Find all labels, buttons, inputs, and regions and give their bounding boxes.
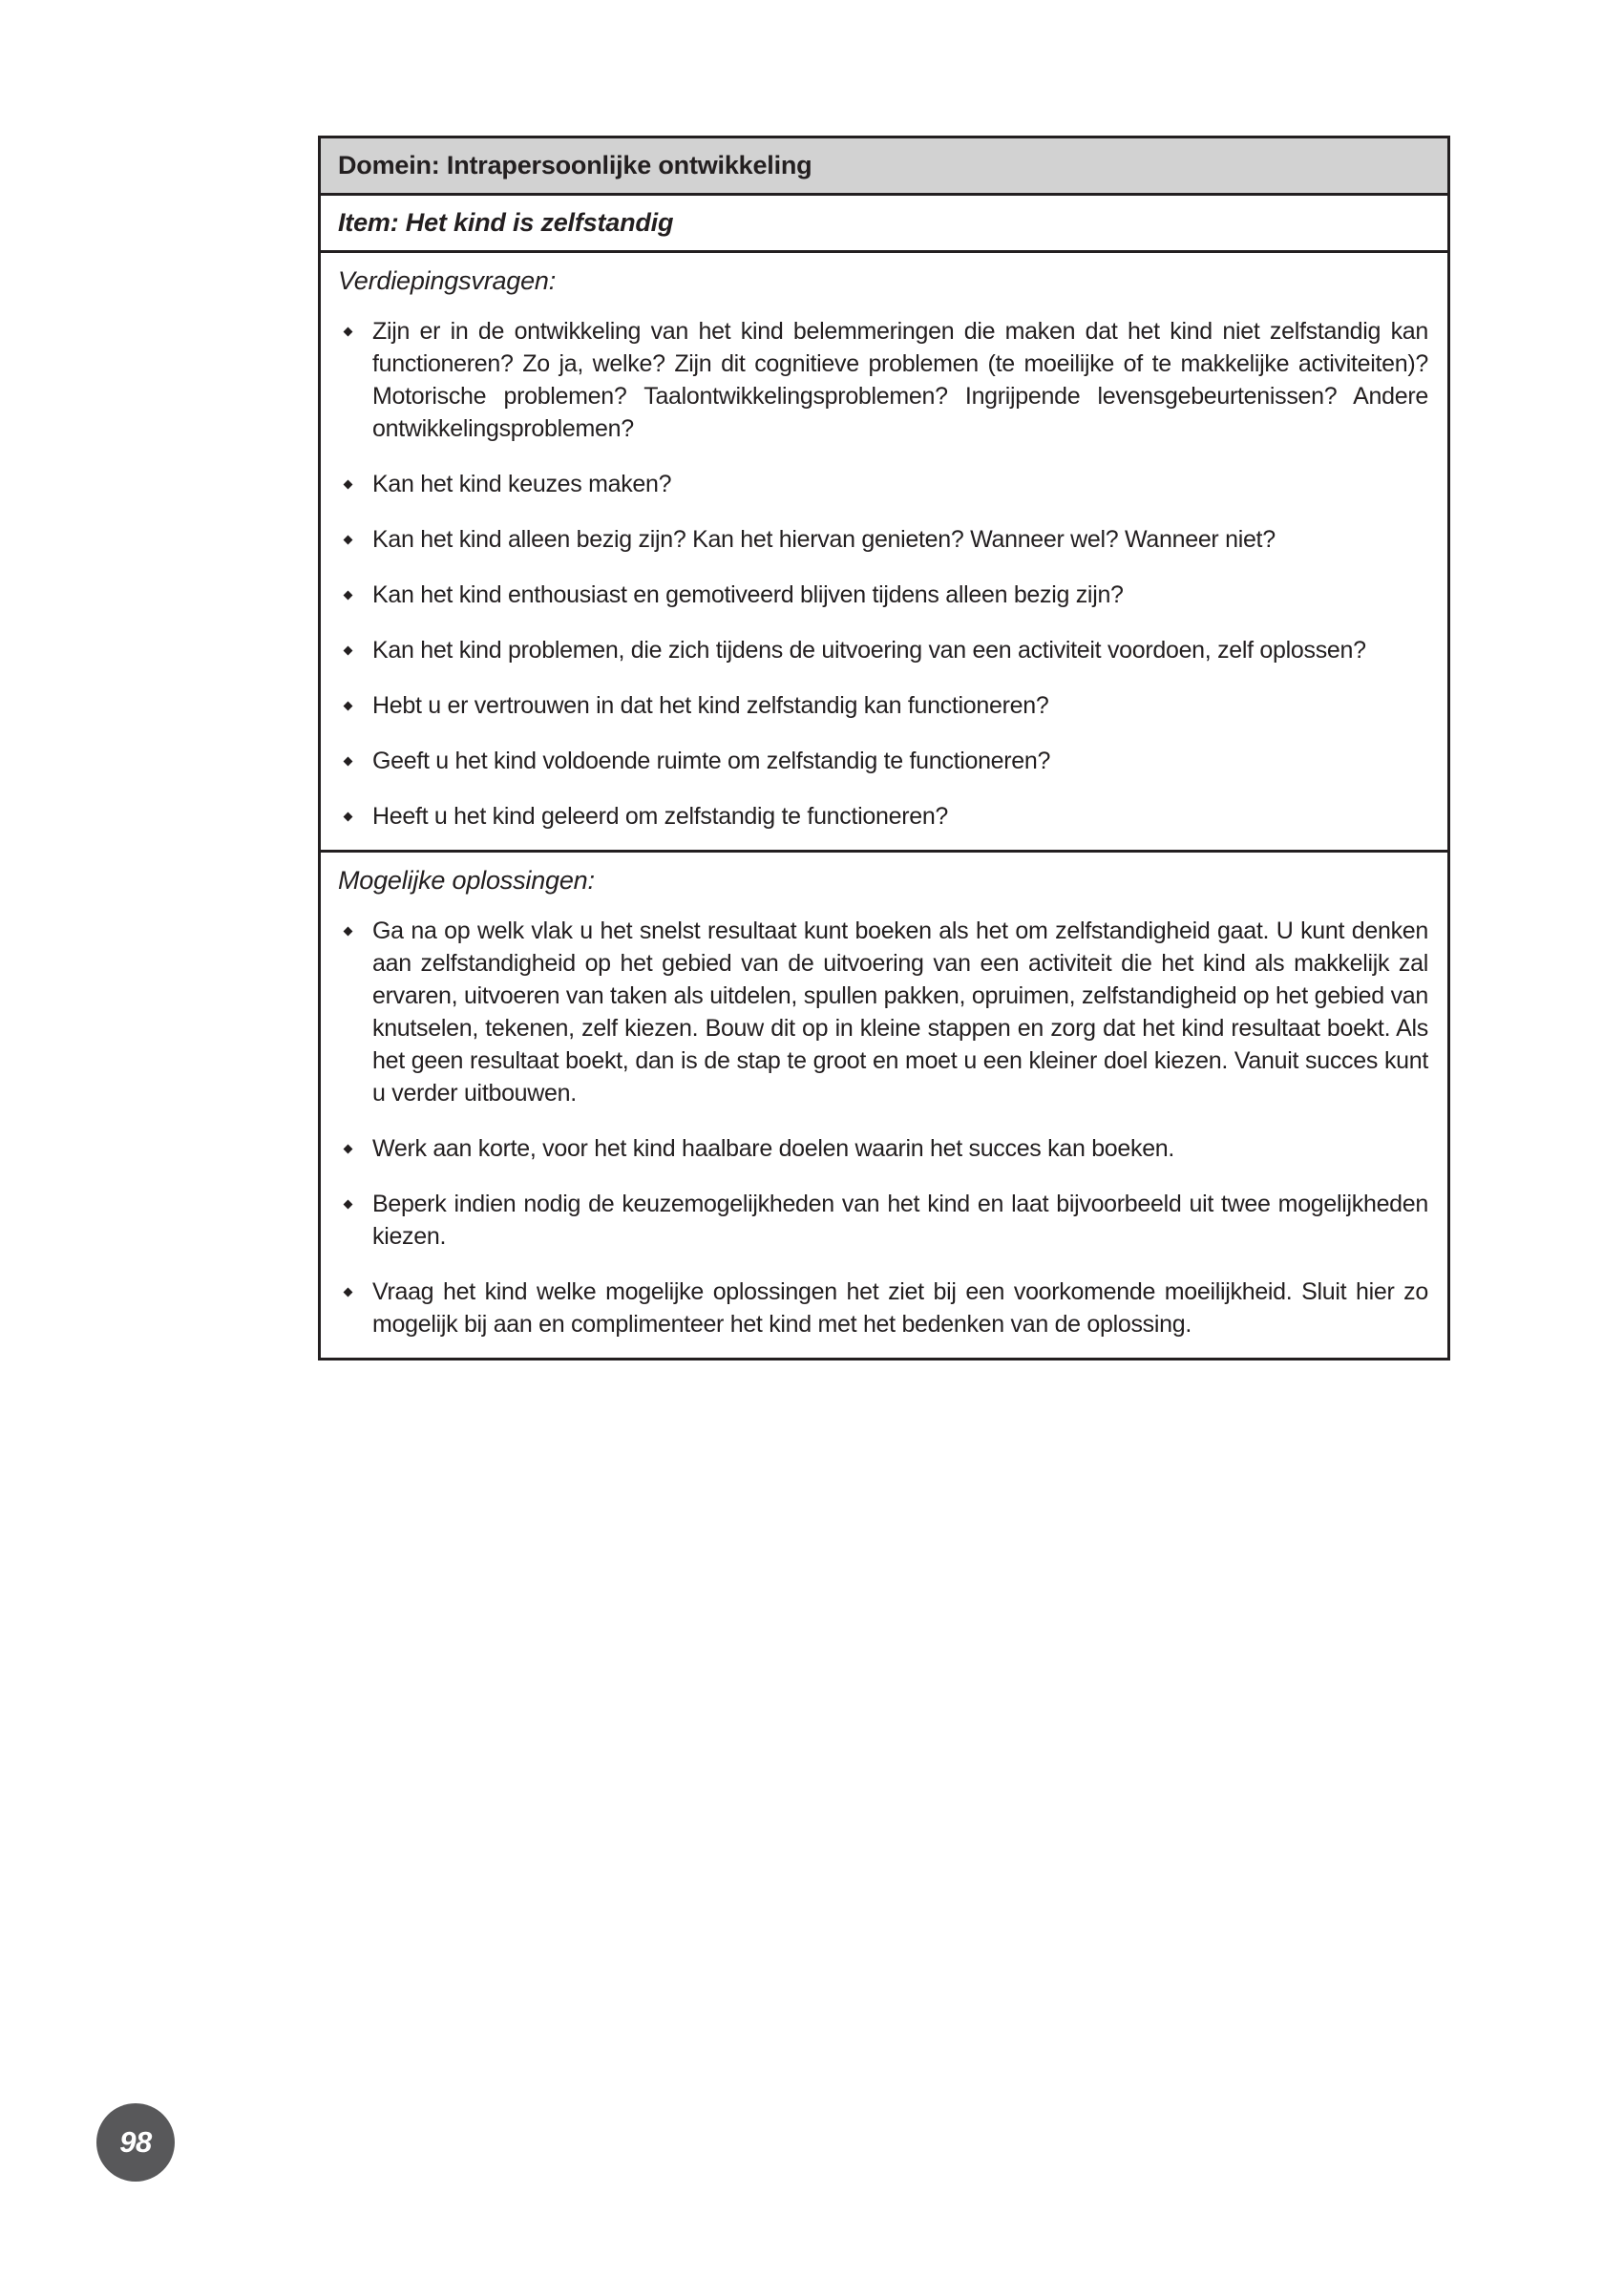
bullet-icon [344,591,353,601]
list-item-text: Kan het kind enthousiast en gemotiveerd blijven tijdens alleen bezig zijn? [372,581,1124,608]
list-item-text: Hebt u er vertrouwen in dat het kind zelfstandig kan functioneren? [372,692,1049,719]
bullet-icon [344,327,353,337]
list-item [338,315,1428,445]
mogelijke-oplossingen-list [338,915,1428,1340]
list-item [338,468,1428,500]
list-item [338,800,1428,833]
list-item-text: Werk aan korte, voor het kind haalbare doelen waarin het succes kan boeken. [372,1135,1175,1162]
bullet-icon [344,927,353,937]
bullet-icon [344,646,353,656]
list-item-text: Kan het kind keuzes maken? [372,471,672,497]
list-item [338,915,1428,1109]
list-item [338,523,1428,556]
bullet-icon [344,1288,353,1297]
domain-header-row [321,138,1447,196]
list-item-text: Vraag het kind welke mogelijke oplossingen het ziet bij een voorkomende moeilijkheid. Sluit hier zo mogelijk bij aan en complimenteer het kind met het bedenken van de oplossing. [372,1278,1428,1338]
list-item [338,579,1428,611]
section-mogelijke-oplossingen [321,853,1447,1358]
list-item-text: Geeft u het kind voldoende ruimte om zelfstandig te functioneren? [372,748,1051,774]
list-item-text: Zijn er in de ontwikkeling van het kind belemmeringen die maken dat het kind niet zelfstandig kan functioneren? Zo ja, welke? Zijn dit cognitieve problemen (te moeilijke of te makkelijke activiteiten)? Motorische problemen? Taalontwikkelingsproblemen? Ingrijpende levensgebeurtenissen? Andere ontwikkelingsproblemen? [372,318,1428,442]
item-header-row [321,196,1447,253]
list-item [338,1188,1428,1253]
verdiepingsvragen-list [338,315,1428,833]
list-item-text: Kan het kind problemen, die zich tijdens de uitvoering van een activiteit voordoen, zelf oplossen? [372,637,1366,664]
list-item [338,634,1428,666]
bullet-icon [344,757,353,767]
bullet-icon [344,1145,353,1154]
list-item [338,689,1428,722]
list-item-text: Ga na op welk vlak u het snelst resultaat kunt boeken als het om zelfstandigheid gaat. U kunt denken aan zelfstandigheid op het gebied van de uitvoering van een activiteit die het kind als makkelijk zal ervaren, uitvoeren van taken als uitdelen, spullen pakken, opruimen, zelfstandigheid op het gebied van knutselen, tekenen, zelf kiezen. Bouw dit op in kleine stappen en zorg dat het kind resultaat boekt. Als het geen resultaat boekt, dan is de stap te groot en moet u een kleiner doel kiezen. Vanuit succes kunt u verder uitbouwen. [372,918,1428,1107]
list-item-text: Heeft u het kind geleerd om zelfstandig te functioneren? [372,803,949,830]
list-item [338,745,1428,777]
bullet-icon [344,1200,353,1210]
bullet-icon [344,480,353,490]
list-item-text: Kan het kind alleen bezig zijn? Kan het hiervan genieten? Wanneer wel? Wanneer niet? [372,526,1276,553]
section-heading-mogelijke-oplossingen: Mogelijke oplossingen: [338,866,595,895]
section-heading-verdiepingsvragen: Verdiepingsvragen: [338,266,557,295]
list-item [338,1132,1428,1165]
page-number: 98 [119,2125,152,2159]
bullet-icon [344,702,353,711]
item-table [318,136,1450,1360]
page-number-badge [96,2103,175,2182]
section-verdiepingsvragen [321,253,1447,853]
list-item [338,1276,1428,1340]
item-header-label: Item: Het kind is zelfstandig [338,208,674,237]
list-item-text: Beperk indien nodig de keuzemogelijkheden van het kind en laat bijvoorbeeld uit twee mogelijkheden kiezen. [372,1191,1428,1250]
bullet-icon [344,536,353,545]
domain-header-label: Domein: Intrapersoonlijke ontwikkeling [338,151,812,179]
bullet-icon [344,812,353,822]
